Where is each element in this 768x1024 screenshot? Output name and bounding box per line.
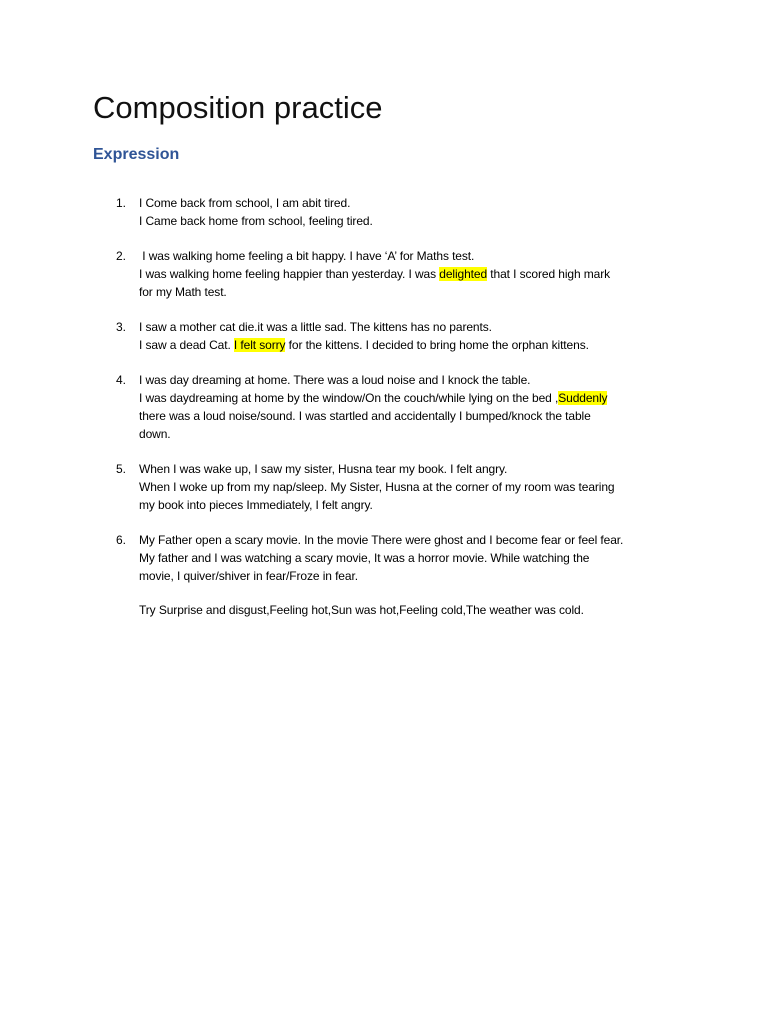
sentence-text: down. <box>139 427 171 441</box>
sentence-line <box>139 496 688 514</box>
list-item-number: 5. <box>116 462 127 476</box>
sentence-line <box>139 389 688 407</box>
sentence-text: I saw a mother cat die.it was a little sad. The kittens has no parents. <box>139 320 492 334</box>
sentence-line <box>139 212 688 230</box>
sentence-line <box>139 318 688 336</box>
list-item <box>0 460 768 514</box>
extra-note: Try Surprise and disgust,Feeling hot,Sun was hot,Feeling cold,The weather was cold. <box>139 603 584 617</box>
sentence-line <box>139 194 688 212</box>
sentence-line <box>139 549 688 567</box>
sentence-line <box>139 531 688 549</box>
list-item <box>0 371 768 443</box>
list-item <box>0 531 768 585</box>
sentence-line <box>139 283 688 301</box>
list-item-number: 6. <box>116 533 127 547</box>
sentence-text: I was day dreaming at home. There was a loud noise and I knock the table. <box>139 373 531 387</box>
section-heading: Expression <box>93 146 180 163</box>
list-item-number: 1. <box>116 196 127 210</box>
sentence-line <box>139 407 688 425</box>
list-item <box>0 247 768 301</box>
sentence-text: I was walking home feeling happier than yesterday. I was <box>139 267 440 281</box>
sentence-text: When I was wake up, I saw my sister, Husna tear my book. I felt angry. <box>139 462 508 476</box>
sentence-text: for the kittens. I decided to bring home the orphan kittens. <box>285 338 589 352</box>
list-item-number: 3. <box>116 320 127 334</box>
sentence-text: I saw a dead Cat. <box>139 338 234 352</box>
sentence-line <box>139 247 688 265</box>
sentence-text: My Father open a scary movie. In the movie There were ghost and I become fear or feel fear. <box>139 533 624 547</box>
sentence-text: that I scored high mark <box>487 267 611 281</box>
sentence-text: I Came back home from school, feeling tired. <box>139 214 373 228</box>
sentence-line <box>139 567 688 585</box>
sentence-text: I was walking home feeling a bit happy. I have ‘A’ for Maths test. <box>139 249 475 263</box>
sentence-text: my book into pieces Immediately, I felt angry. <box>139 498 373 512</box>
sentence-text: I Come back from school, I am abit tired. <box>139 196 351 210</box>
list-item <box>0 318 768 354</box>
highlighted-phrase: delighted <box>439 267 488 281</box>
sentence-line <box>139 425 688 443</box>
sentence-text: I was daydreaming at home by the window/On the couch/while lying on the bed , <box>139 391 559 405</box>
list-item-number: 2. <box>116 249 127 263</box>
page-title: Composition practice <box>93 90 383 125</box>
sentence-line <box>139 478 688 496</box>
sentence-text: there was a loud noise/sound. I was startled and accidentally I bumped/knock the table <box>139 409 591 423</box>
list-item-number: 4. <box>116 373 127 387</box>
sentence-text: for my Math test. <box>139 285 227 299</box>
highlighted-phrase: I felt sorry <box>233 338 286 352</box>
sentence-text: When I woke up from my nap/sleep. My Sister, Husna at the corner of my room was tearing <box>139 480 615 494</box>
sentence-text: My father and I was watching a scary movie, It was a horror movie. While watching the <box>139 551 590 565</box>
sentence-line <box>139 371 688 389</box>
sentence-line <box>139 336 688 354</box>
sentence-text: movie, I quiver/shiver in fear/Froze in fear. <box>139 569 358 583</box>
practice-list <box>0 194 768 602</box>
highlighted-phrase: Suddenly <box>558 391 608 405</box>
list-item <box>0 194 768 230</box>
sentence-line <box>139 460 688 478</box>
sentence-line <box>139 265 688 283</box>
